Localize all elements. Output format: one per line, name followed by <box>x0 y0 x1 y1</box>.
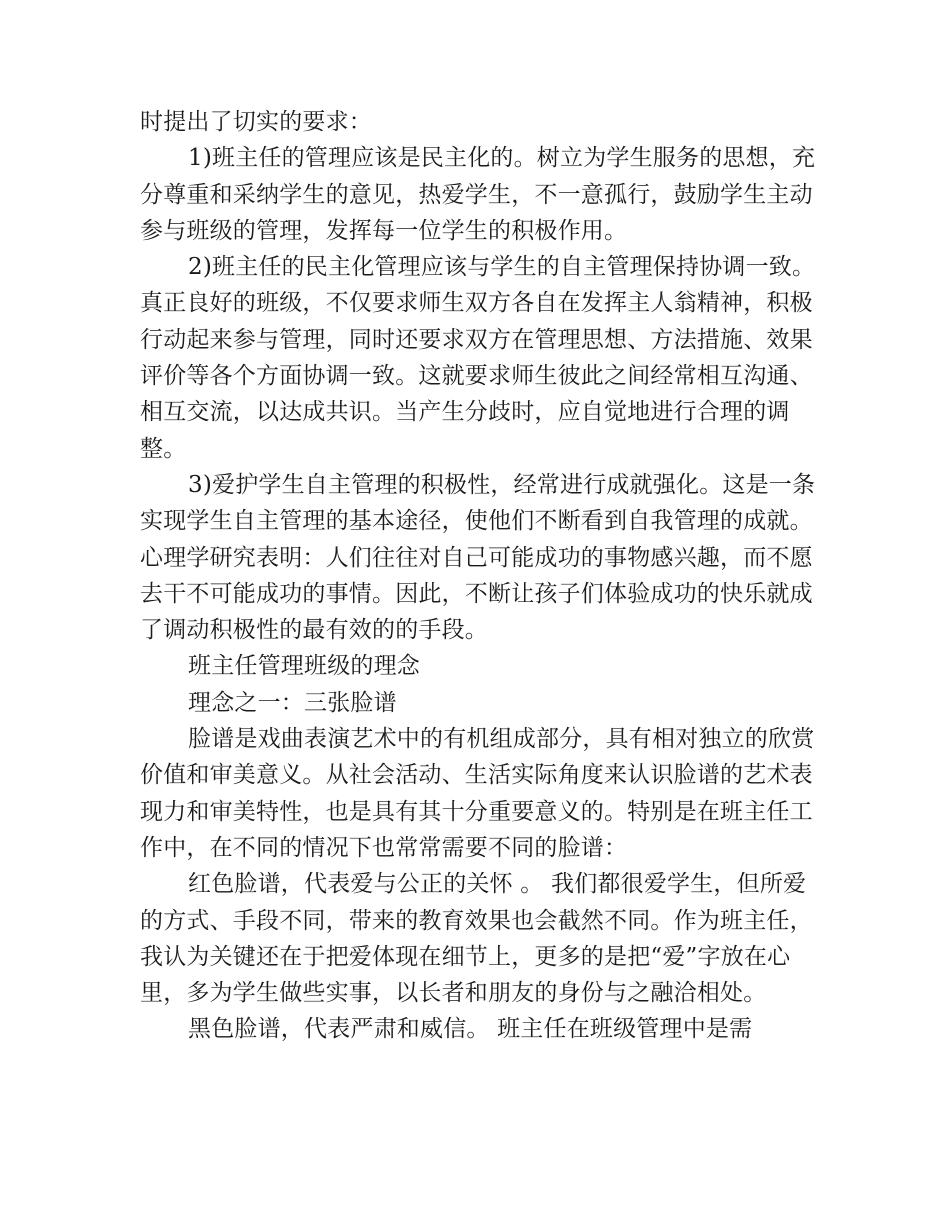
paragraph: 2)班主任的民主化管理应该与学生的自主管理保持协调一致。真正良好的班级，不仅要求师生双方各自在发挥主人翁精神，积极行动起来参与管理，同时还要求双方在管理思想、方法措施、效果评价等各个方面协调一致。这就要求师生彼此之间经常相互沟通、相互交流，以达成共识。当产生分歧时，应自觉地进行合理的调整。 <box>140 254 816 462</box>
paragraph: 时提出了切实的要求： <box>140 109 372 135</box>
paragraph: 黑色脸谱，代表严肃和威信。 班主任在班级管理中是需 <box>188 1016 753 1043</box>
paragraph: 1)班主任的管理应该是民主化的。树立为学生服务的思想，充分尊重和采纳学生的意见，热爱学生，不一意孤行，鼓励学生主动参与班级的管理，发挥每一位学生的积极作用。 <box>140 145 816 244</box>
subsection-heading: 理念之一：三张脸谱 <box>188 689 397 716</box>
paragraph: 3)爱护学生自主管理的积极性，经常进行成就强化。这是一条实现学生自主管理的基本途径，使他们不断看到自我管理的成就。心理学研究表明：人们往往对自己可能成功的事物感兴趣，而不愿去干不可能成功的事情。因此，不断让孩子们体验成功的快乐就成了调动积极性的最有效的的手段。 <box>140 471 816 644</box>
paragraph: 脸谱是戏曲表演艺术中的有机组成部分，具有相对独立的欣赏价值和审美意义。从社会活动、生活实际角度来认识脸谱的艺术表现力和审美特性，也是具有其十分重要意义的。特别是在班主任工作中，在不同的情况下也常常需要不同的脸谱： <box>140 726 815 861</box>
paragraph: 红色脸谱，代表爱与公正的关怀 。 我们都很爱学生，但所爱的方式、手段不同，带来的教育效果也会截然不同。作为班主任，我认为关键还在于把爱体现在细节上，更多的是把“爱”字放在心里，多为学生做些实事，以长者和朋友的身份与之融洽相处。 <box>140 871 813 1007</box>
section-heading: 班主任管理班级的理念 <box>188 653 420 680</box>
document-body <box>140 104 820 1048</box>
